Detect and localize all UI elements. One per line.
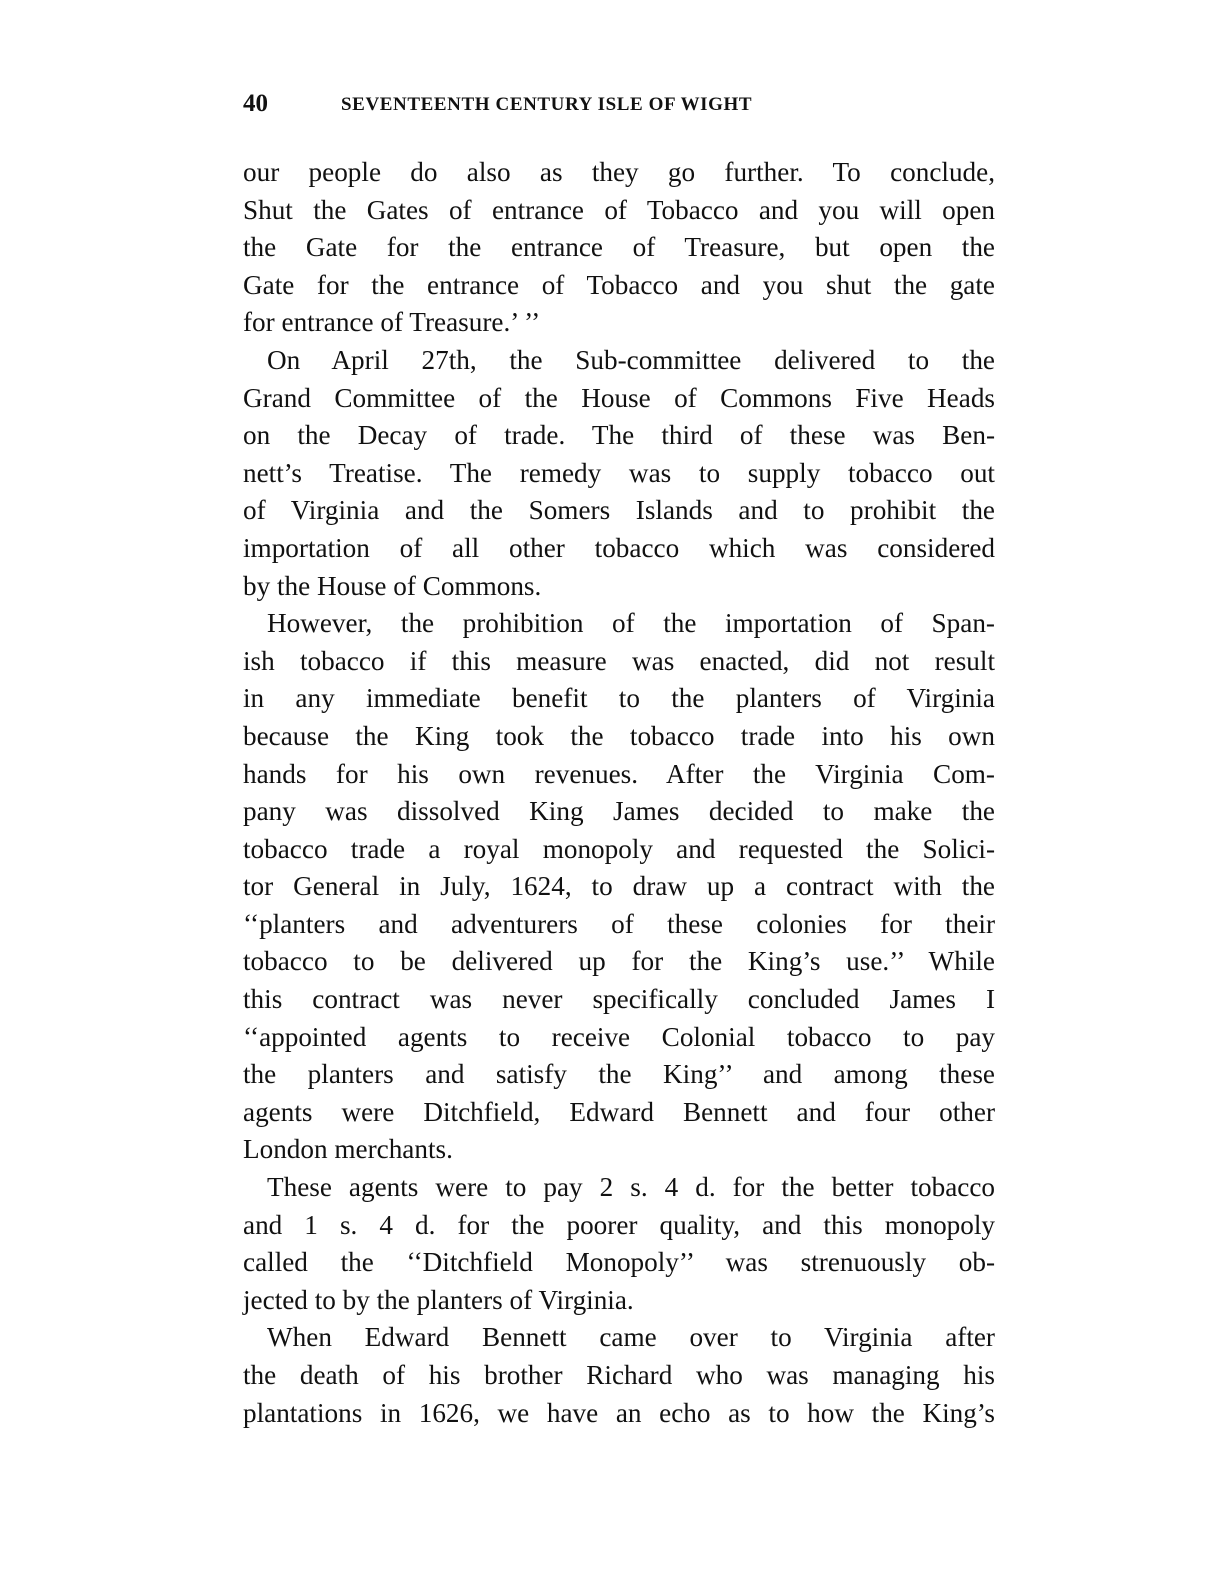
text-line: London merchants. bbox=[243, 1134, 453, 1165]
text-line: importation of all other tobacco which was considered bbox=[243, 532, 995, 563]
text-line: nett’s Treatise. The remedy was to supply tobacco out bbox=[243, 457, 995, 488]
text-line: tobacco to be delivered up for the King’s use.’’ While bbox=[243, 946, 995, 977]
body-text bbox=[243, 154, 995, 1432]
text-line: ‘‘planters and adventurers of these colonies for their bbox=[243, 908, 995, 939]
text-line: on the Decay of trade. The third of these was Ben- bbox=[243, 420, 995, 451]
text-line: hands for his own revenues. After the Virginia Com- bbox=[243, 758, 995, 789]
text-line: this contract was never specifically concluded James I bbox=[243, 984, 995, 1015]
paragraph bbox=[243, 1169, 995, 1319]
text-line: by the House of Commons. bbox=[243, 570, 542, 601]
text-line: tor General in July, 1624, to draw up a contract with the bbox=[243, 871, 995, 902]
text-line: tobacco trade a royal monopoly and requested the Solici- bbox=[243, 833, 995, 864]
text-line: ish tobacco if this measure was enacted, did not result bbox=[243, 645, 995, 676]
text-line: agents were Ditchfield, Edward Bennett and four other bbox=[243, 1096, 995, 1127]
text-line: Shut the Gates of entrance of Tobacco and you will open bbox=[243, 194, 995, 225]
text-line: called the ‘‘Ditchfield Monopoly’’ was strenuously ob- bbox=[243, 1247, 995, 1278]
running-title: SEVENTEENTH CENTURY ISLE OF WIGHT bbox=[341, 94, 753, 115]
text-line: On April 27th, the Sub-committee delivered to the bbox=[267, 344, 995, 375]
text-line: Gate for the entrance of Tobacco and you shut the gate bbox=[243, 269, 995, 300]
text-line: However, the prohibition of the importation of Span- bbox=[267, 608, 995, 639]
book-page bbox=[243, 88, 995, 1432]
running-head bbox=[243, 88, 995, 122]
text-line: in any immediate benefit to the planters of Virginia bbox=[243, 683, 995, 714]
text-line: plantations in 1626, we have an echo as to how the King’s bbox=[243, 1397, 995, 1428]
paragraph bbox=[243, 605, 995, 1169]
text-line: These agents were to pay 2 s. 4 d. for the better tobacco bbox=[267, 1172, 995, 1203]
text-line: our people do also as they go further. To conclude, bbox=[243, 157, 995, 187]
text-line: because the King took the tobacco trade into his own bbox=[243, 720, 995, 751]
text-line: of Virginia and the Somers Islands and to prohibit the bbox=[243, 495, 995, 526]
paragraph bbox=[243, 1319, 995, 1432]
paragraph bbox=[243, 154, 995, 342]
page-number: 40 bbox=[243, 90, 268, 117]
text-line: and 1 s. 4 d. for the poorer quality, and this monopoly bbox=[243, 1209, 995, 1240]
text-line: Grand Committee of the House of Commons Five Heads bbox=[243, 382, 995, 413]
text-line: When Edward Bennett came over to Virginia after bbox=[267, 1322, 995, 1353]
text-line: for entrance of Treasure.’ ’’ bbox=[243, 307, 541, 338]
text-line: pany was dissolved King James decided to make the bbox=[243, 796, 995, 827]
text-line: the Gate for the entrance of Treasure, but open the bbox=[243, 232, 995, 263]
paragraph bbox=[243, 342, 995, 605]
text-line: ‘‘appointed agents to receive Colonial tobacco to pay bbox=[243, 1021, 995, 1052]
text-line: jected to by the planters of Virginia. bbox=[243, 1284, 634, 1315]
text-line: the death of his brother Richard who was managing his bbox=[243, 1360, 995, 1390]
text-line: the planters and satisfy the King’’ and among these bbox=[243, 1059, 995, 1090]
